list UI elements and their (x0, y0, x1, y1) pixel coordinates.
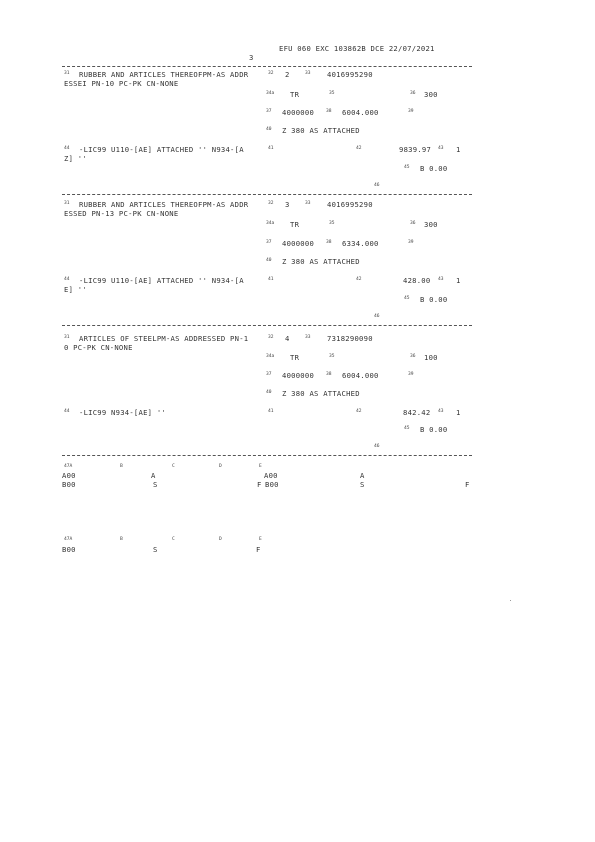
tax-header-c: C (172, 537, 175, 542)
preference: 300 (424, 90, 438, 99)
item-number: 2 (285, 70, 290, 79)
tax-header-c: C (172, 464, 175, 469)
box-40-label: 40 (266, 127, 272, 132)
net-mass: 6334.000 (342, 239, 379, 248)
commodity-code: 4016995290 (327, 70, 373, 79)
tax-type-code: B00 (265, 480, 279, 489)
item-price: 9839.97 (399, 145, 432, 154)
box-31-label: 31 (64, 71, 70, 76)
preference: 100 (424, 353, 438, 362)
adjustment: B 0.00 (420, 295, 448, 304)
valuation-method: 1 (456, 276, 461, 285)
previous-document: Z 380 AS ATTACHED (282, 389, 360, 398)
procedure-code: 4000000 (282, 239, 315, 248)
valuation-method: 1 (456, 408, 461, 417)
box-33-label: 33 (305, 335, 311, 340)
box-34a-label: 34a (266, 221, 275, 226)
tax-header-b: B (120, 464, 123, 469)
tax-header-e: E (259, 537, 262, 542)
box-42-label: 42 (356, 146, 362, 151)
divider (62, 325, 472, 326)
tax-type-code: B00 (62, 545, 76, 554)
box-35-label: 35 (329, 91, 335, 96)
scan-speck (510, 600, 511, 601)
goods-description: RUBBER AND ARTICLES THEREOFPM-AS ADDR (79, 70, 249, 79)
preference: 300 (424, 220, 438, 229)
box-43-label: 43 (438, 146, 444, 151)
box-37-label: 37 (266, 240, 272, 245)
box-44-label: 44 (64, 277, 70, 282)
box-36-label: 36 (410, 91, 416, 96)
box-34a-label: 34a (266, 91, 275, 96)
divider (62, 66, 472, 67)
item-number: 4 (285, 334, 290, 343)
goods-description: RUBBER AND ARTICLES THEREOFPM-AS ADDR (79, 200, 249, 209)
additional-info-cont: Z] '' (64, 154, 87, 163)
goods-description-cont: 0 PC-PK CN-NONE (64, 343, 133, 352)
tax-type-code: A00 (62, 471, 76, 480)
box-40-label: 40 (266, 258, 272, 263)
page-number: 3 (249, 53, 254, 62)
box-33-label: 33 (305, 201, 311, 206)
divider (62, 455, 472, 456)
previous-document: Z 380 AS ATTACHED (282, 126, 360, 135)
item-price: 842.42 (403, 408, 431, 417)
item-number: 3 (285, 200, 290, 209)
box-35-label: 35 (329, 354, 335, 359)
additional-info: -LIC99 U110-[AE] ATTACHED '' N934-[A (79, 276, 244, 285)
tax-header-47a: 47A (64, 464, 73, 469)
commodity-code: 4016995290 (327, 200, 373, 209)
box-41-label: 41 (268, 146, 274, 151)
tax-mark: A (151, 471, 156, 480)
procedure-code: 4000000 (282, 371, 315, 380)
box-46-label: 46 (374, 444, 380, 449)
tax-mark: S (360, 480, 365, 489)
tax-header-e: E (259, 464, 262, 469)
goods-description-cont: ESSED PN-13 PC-PK CN-NONE (64, 209, 179, 218)
box-31-label: 31 (64, 201, 70, 206)
box-38-label: 38 (326, 109, 332, 114)
box-42-label: 42 (356, 277, 362, 282)
item-price: 428.00 (403, 276, 431, 285)
adjustment: B 0.00 (420, 164, 448, 173)
additional-info: -LIC99 N934-[AE] '' (79, 408, 166, 417)
box-39-label: 39 (408, 109, 414, 114)
box-40-label: 40 (266, 390, 272, 395)
box-32-label: 32 (268, 201, 274, 206)
box-45-label: 45 (404, 165, 410, 170)
box-37-label: 37 (266, 372, 272, 377)
declaration-reference: EFU 060 EXC 103862B DCE 22/07/2021 (279, 44, 435, 53)
box-37-label: 37 (266, 109, 272, 114)
tax-payment-method: F (465, 480, 470, 489)
additional-info: -LIC99 U110-[AE] ATTACHED '' N934-[A (79, 145, 244, 154)
additional-info-cont: E] '' (64, 285, 87, 294)
valuation-method: 1 (456, 145, 461, 154)
tax-mark: S (153, 480, 158, 489)
tax-header-d: D (219, 537, 222, 542)
country-code: TR (290, 220, 300, 229)
divider (62, 194, 472, 195)
box-38-label: 38 (326, 240, 332, 245)
tax-mark: S (153, 545, 158, 554)
box-36-label: 36 (410, 221, 416, 226)
country-code: TR (290, 90, 300, 99)
box-31-label: 31 (64, 335, 70, 340)
net-mass: 6004.000 (342, 371, 379, 380)
box-42-label: 42 (356, 409, 362, 414)
adjustment: B 0.00 (420, 425, 448, 434)
tax-header-d: D (219, 464, 222, 469)
tax-header-47a: 47A (64, 537, 73, 542)
tax-header-b: B (120, 537, 123, 542)
net-mass: 6004.000 (342, 108, 379, 117)
previous-document: Z 380 AS ATTACHED (282, 257, 360, 266)
goods-description: ARTICLES OF STEELPM-AS ADDRESSED PN-1 (79, 334, 249, 343)
procedure-code: 4000000 (282, 108, 315, 117)
box-44-label: 44 (64, 146, 70, 151)
box-46-label: 46 (374, 183, 380, 188)
tax-mark: A (360, 471, 365, 480)
box-39-label: 39 (408, 240, 414, 245)
country-code: TR (290, 353, 300, 362)
box-38-label: 38 (326, 372, 332, 377)
tax-payment-method: F (257, 480, 262, 489)
commodity-code: 7318290090 (327, 334, 373, 343)
box-32-label: 32 (268, 71, 274, 76)
box-43-label: 43 (438, 277, 444, 282)
box-35-label: 35 (329, 221, 335, 226)
box-34a-label: 34a (266, 354, 275, 359)
box-41-label: 41 (268, 277, 274, 282)
box-32-label: 32 (268, 335, 274, 340)
box-45-label: 45 (404, 426, 410, 431)
tax-payment-method: F (256, 545, 261, 554)
tax-type-code: B00 (62, 480, 76, 489)
box-41-label: 41 (268, 409, 274, 414)
box-39-label: 39 (408, 372, 414, 377)
box-43-label: 43 (438, 409, 444, 414)
tax-type-code: A00 (264, 471, 278, 480)
box-45-label: 45 (404, 296, 410, 301)
box-36-label: 36 (410, 354, 416, 359)
box-33-label: 33 (305, 71, 311, 76)
box-46-label: 46 (374, 314, 380, 319)
goods-description-cont: ESSEI PN-10 PC-PK CN-NONE (64, 79, 179, 88)
box-44-label: 44 (64, 409, 70, 414)
